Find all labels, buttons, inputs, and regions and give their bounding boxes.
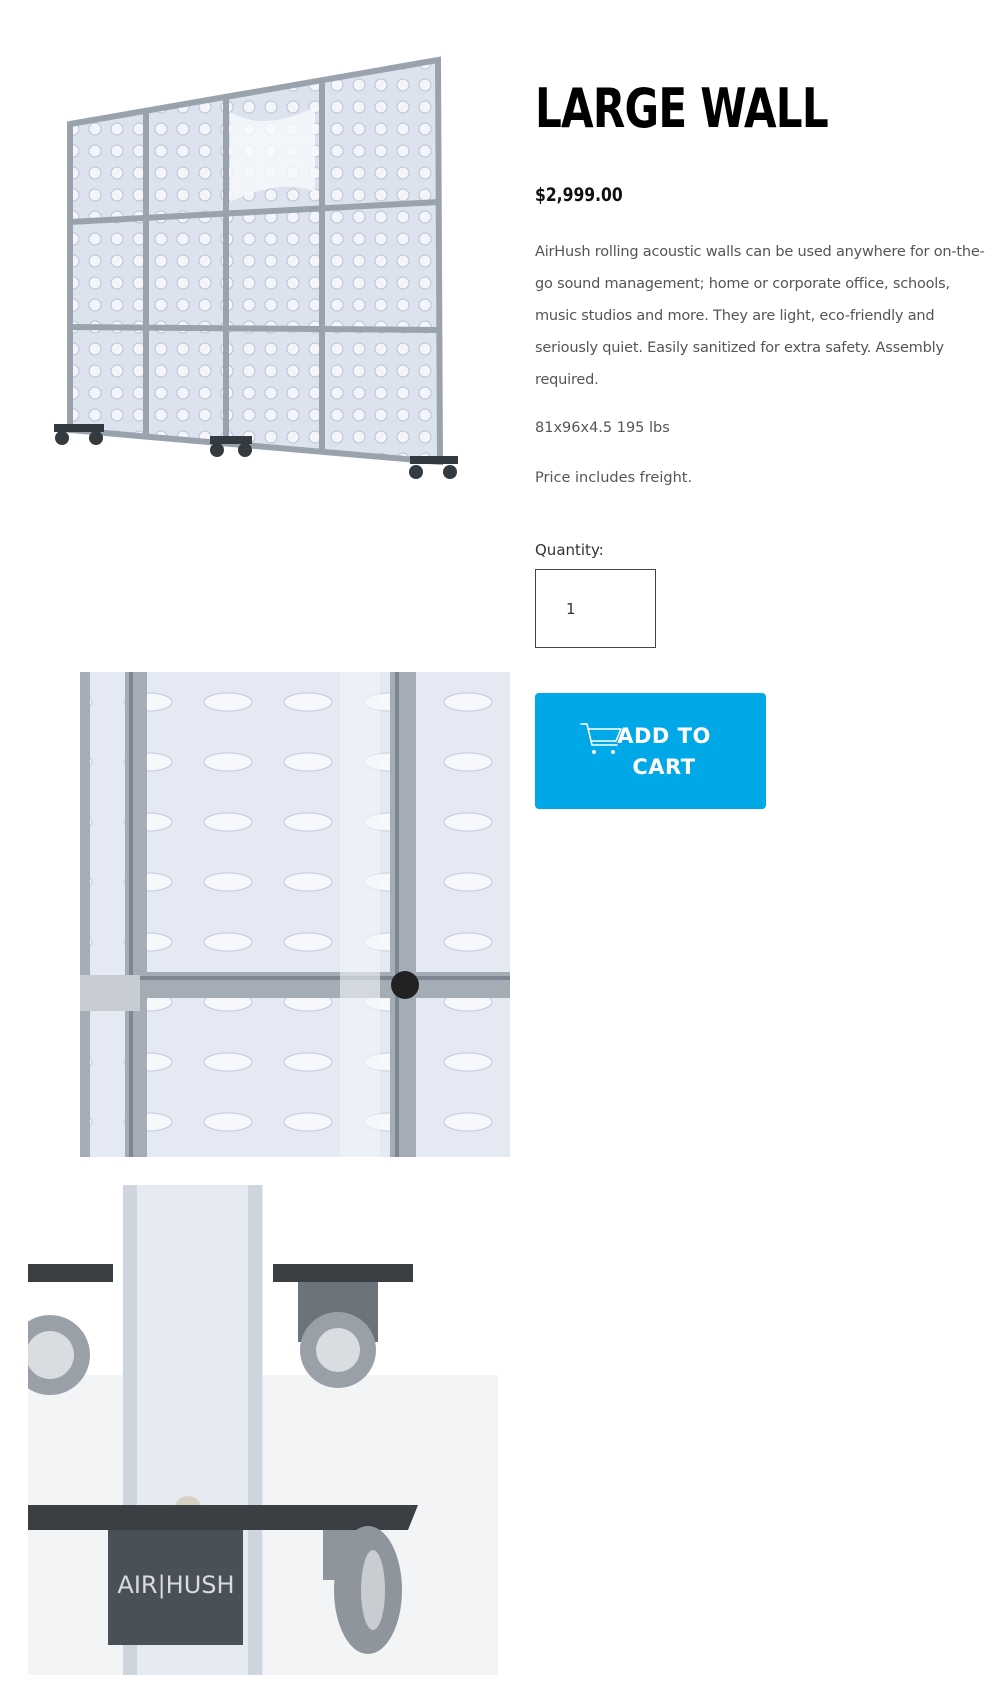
product-info-panel [535,78,990,809]
product-photo-frame-detail[interactable] [40,672,510,1157]
product-description: AirHush rolling acoustic walls can be used anywhere for on-the-go sound management; home or corporate office, schools, music studios and more. They are light, eco-friendly and seriously quiet. Easily sanitized for extra safety. Assembly required. [535,244,985,388]
brand-mark: AIR|HUSH [117,1571,235,1599]
product-title: LARGE WALL [535,77,828,140]
quantity-label: Quantity: [535,541,604,559]
add-to-cart-label: ADD TO CART [617,724,711,779]
product-price: $2,999.00 [535,184,623,206]
product-photo-caster-detail[interactable] [28,1185,498,1675]
add-to-cart-button[interactable] [535,693,766,809]
product-photo-full-wall[interactable] [40,52,500,512]
quantity-input[interactable] [535,569,656,648]
frame-detail-image [40,672,510,1157]
caster-detail-image [28,1185,498,1675]
freight-note: Price includes freight. [535,470,693,486]
full-wall-image [40,52,500,512]
product-dimensions: 81x96x4.5 195 lbs [535,420,670,436]
